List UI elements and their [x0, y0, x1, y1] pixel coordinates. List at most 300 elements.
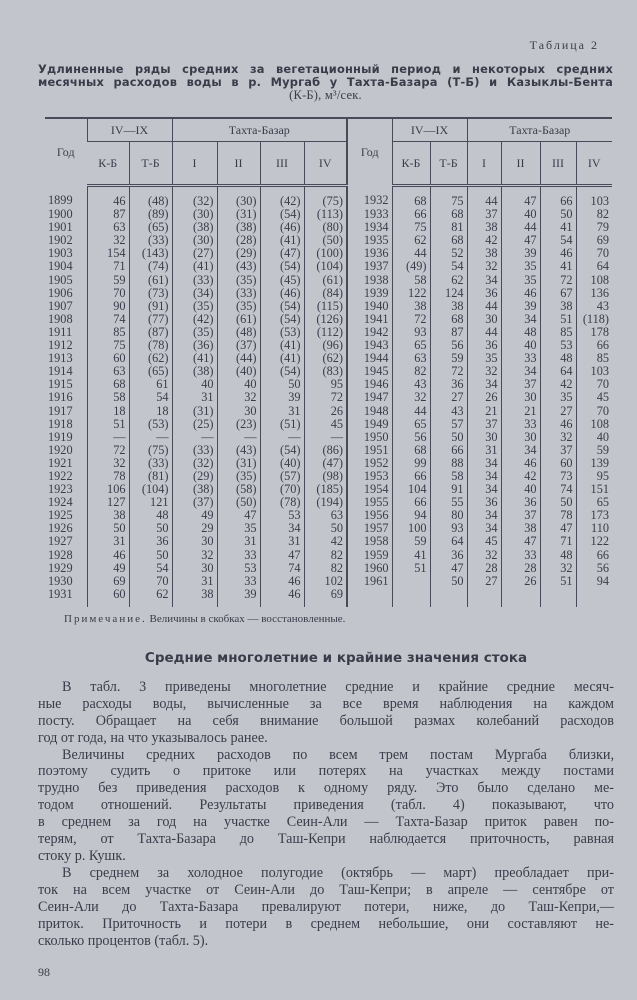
- header-kb: К-Б: [392, 142, 430, 186]
- header-year: Год: [45, 118, 87, 186]
- value-cell: (34): [172, 287, 217, 300]
- value-cell: 57: [430, 418, 467, 431]
- value-cell: (29): [217, 247, 260, 260]
- value-cell: 32: [172, 549, 217, 562]
- header-month-1: I: [172, 142, 217, 186]
- value-cell: 124: [430, 287, 467, 300]
- value-cell: 70: [576, 405, 612, 418]
- value-cell: 45: [576, 391, 612, 404]
- value-cell: 44: [392, 405, 430, 418]
- year-cell: 1913: [48, 352, 73, 366]
- value-cell: 122: [576, 535, 612, 548]
- value-cell: 47: [260, 549, 304, 562]
- value-cell: (38): [217, 221, 260, 234]
- value-cell: 50: [129, 522, 172, 535]
- paragraph-line: В среднем за холодное полугодие (октябрь — март) преобладает при-: [62, 864, 614, 881]
- value-cell: 46: [540, 247, 576, 260]
- value-cell: 99: [392, 457, 430, 470]
- value-cell: 39: [260, 391, 304, 404]
- value-cell: (61): [304, 274, 347, 287]
- value-cell: 66: [576, 549, 612, 562]
- value-cell: (62): [304, 352, 347, 365]
- value-cell: 31: [260, 405, 304, 418]
- table-row: [45, 509, 612, 522]
- year-cell: 1920: [48, 443, 73, 457]
- value-cell: 35: [467, 352, 501, 365]
- value-cell: (40): [217, 365, 260, 378]
- value-cell: 47: [217, 509, 260, 522]
- year-cell: 1926: [48, 522, 73, 536]
- value-cell: 58: [87, 391, 129, 404]
- value-cell: 103: [576, 186, 612, 209]
- year-cell: 1919: [48, 430, 73, 444]
- value-cell: (43): [217, 260, 260, 273]
- value-cell: —: [217, 431, 260, 444]
- value-cell: 18: [129, 405, 172, 418]
- value-cell: (73): [129, 287, 172, 300]
- year-cell: 1918: [48, 417, 73, 431]
- value-cell: 34: [260, 522, 304, 535]
- value-cell: (45): [260, 274, 304, 287]
- value-cell: 40: [576, 431, 612, 444]
- value-cell: (35): [217, 274, 260, 287]
- value-cell: (49): [392, 260, 430, 273]
- value-cell: (41): [260, 234, 304, 247]
- value-cell: 51: [540, 313, 576, 326]
- year-cell: 1903: [48, 247, 73, 261]
- value-cell: 38: [467, 247, 501, 260]
- value-cell: 59: [430, 352, 467, 365]
- paragraph-line: тодом отношений. Результаты приведения (табл. 4) показывают, что: [38, 797, 614, 814]
- value-cell: 32: [217, 391, 260, 404]
- value-cell: (54): [260, 260, 304, 273]
- paragraph-line: терям, от Тахта-Базара до Таш-Кепри наблюдается приточность, равная: [38, 831, 614, 848]
- value-cell: 42: [501, 470, 540, 483]
- value-cell: 82: [304, 549, 347, 562]
- year-cell: 1900: [48, 208, 73, 222]
- value-cell: 34: [467, 274, 501, 287]
- value-cell: (35): [172, 326, 217, 339]
- value-cell: 44: [467, 186, 501, 209]
- note-label: Примечание.: [64, 612, 147, 625]
- value-cell: 69: [576, 234, 612, 247]
- value-cell: 121: [129, 496, 172, 509]
- value-cell: 43: [430, 405, 467, 418]
- value-cell: 63: [392, 352, 430, 365]
- year-cell: 1939: [347, 287, 392, 300]
- table-label: Таблица 2: [529, 38, 599, 52]
- year-cell: 1959: [347, 549, 392, 562]
- table-row: [45, 234, 612, 247]
- value-cell: 44: [467, 300, 501, 313]
- value-cell: 43: [392, 378, 430, 391]
- value-cell: 38: [430, 300, 467, 313]
- table-row: [45, 483, 612, 496]
- header-month-2: II: [501, 142, 540, 186]
- value-cell: (83): [304, 365, 347, 378]
- value-cell: 48: [540, 352, 576, 365]
- value-cell: 35: [540, 391, 576, 404]
- value-cell: 21: [467, 405, 501, 418]
- value-cell: (30): [172, 208, 217, 221]
- value-cell: (33): [172, 274, 217, 287]
- value-cell: (54): [260, 365, 304, 378]
- value-cell: (54): [260, 444, 304, 457]
- value-cell: [467, 588, 501, 607]
- value-cell: 85: [540, 326, 576, 339]
- value-cell: 178: [576, 326, 612, 339]
- table-row: [45, 274, 612, 287]
- year-cell: 1940: [347, 300, 392, 313]
- value-cell: 47: [501, 535, 540, 548]
- note-text: Величины в скобках — восстановленные.: [146, 612, 346, 625]
- value-cell: 68: [430, 208, 467, 221]
- value-cell: —: [129, 431, 172, 444]
- value-cell: 46: [87, 186, 129, 209]
- value-cell: 31: [217, 535, 260, 548]
- value-cell: (91): [129, 300, 172, 313]
- value-cell: 33: [501, 352, 540, 365]
- value-cell: 95: [576, 470, 612, 483]
- value-cell: 51: [392, 562, 430, 575]
- year-cell: 1915: [48, 378, 73, 392]
- year-cell: 1912: [48, 339, 73, 353]
- value-cell: 66: [392, 208, 430, 221]
- value-cell: 108: [576, 274, 612, 287]
- value-cell: 31: [172, 391, 217, 404]
- value-cell: 90: [87, 300, 129, 313]
- table-title-line: (К-Б), м³/сек.: [289, 88, 362, 102]
- value-cell: 27: [540, 405, 576, 418]
- value-cell: 50: [430, 431, 467, 444]
- value-cell: (84): [304, 287, 347, 300]
- value-cell: (38): [172, 365, 217, 378]
- table-row: [45, 352, 612, 365]
- value-cell: (35): [172, 300, 217, 313]
- value-cell: 60: [87, 588, 129, 607]
- value-cell: 54: [129, 562, 172, 575]
- value-cell: 94: [576, 575, 612, 588]
- year-cell: 1946: [347, 378, 392, 391]
- table-title: [38, 63, 613, 102]
- value-cell: 53: [217, 562, 260, 575]
- value-cell: (74): [129, 260, 172, 273]
- value-cell: 70: [129, 575, 172, 588]
- paragraph-line: трудно без приведения расходов к одному ряду. Это было сделано ме-: [38, 780, 614, 797]
- header-month-4: IV: [576, 142, 612, 186]
- value-cell: 28: [501, 562, 540, 575]
- table-row: [45, 221, 612, 234]
- value-cell: (33): [129, 234, 172, 247]
- value-cell: 37: [467, 208, 501, 221]
- header-period: IV—IX: [87, 118, 172, 142]
- value-cell: 54: [129, 391, 172, 404]
- value-cell: 136: [576, 287, 612, 300]
- table-row: [45, 588, 612, 607]
- value-cell: 75: [392, 221, 430, 234]
- paragraph-line: стоку р. Кушк.: [38, 847, 126, 864]
- year-cell: 1923: [48, 483, 73, 497]
- value-cell: (53): [260, 326, 304, 339]
- value-cell: (32): [172, 186, 217, 209]
- value-cell: 44: [501, 221, 540, 234]
- value-cell: [576, 588, 612, 607]
- paragraph-line: ные расходы воды, вычисленные за все время наблюдения на каждом: [38, 695, 614, 712]
- value-cell: 60: [87, 352, 129, 365]
- value-cell: (25): [172, 418, 217, 431]
- value-cell: (35): [217, 300, 260, 313]
- value-cell: 33: [217, 575, 260, 588]
- year-cell: 1935: [347, 234, 392, 247]
- value-cell: 32: [467, 549, 501, 562]
- value-cell: 71: [540, 535, 576, 548]
- year-cell: 1905: [48, 273, 73, 287]
- year-cell: 1954: [347, 483, 392, 496]
- value-cell: 38: [467, 221, 501, 234]
- page-number: 98: [38, 965, 50, 980]
- paragraph-line: год от года, на что указывалось ранее.: [38, 729, 268, 746]
- table-row: [45, 208, 612, 221]
- year-cell: 1942: [347, 326, 392, 339]
- value-cell: (78): [129, 339, 172, 352]
- table-row: [45, 260, 612, 273]
- table-row: [45, 378, 612, 391]
- value-cell: 36: [467, 287, 501, 300]
- value-cell: 63: [304, 509, 347, 522]
- value-cell: 27: [430, 391, 467, 404]
- table-row: [45, 470, 612, 483]
- value-cell: (185): [304, 483, 347, 496]
- paragraph-line: Сеин-Али до Тахта-Базара превалируют потери, ниже, до Таш-Кепри,—: [38, 898, 614, 915]
- table-row: [45, 457, 612, 470]
- value-cell: (33): [217, 287, 260, 300]
- value-cell: (32): [172, 457, 217, 470]
- value-cell: (96): [304, 339, 347, 352]
- year-cell: 1952: [347, 457, 392, 470]
- table-title-line: месячных расходов воды в р. Мургаб у Тахта-Базара (Т-Б) и Казыклы-Бента: [38, 75, 613, 89]
- value-cell: (112): [304, 326, 347, 339]
- table-row: [45, 549, 612, 562]
- year-cell: 1937: [347, 260, 392, 273]
- value-cell: 26: [501, 575, 540, 588]
- value-cell: 69: [87, 575, 129, 588]
- value-cell: (81): [129, 470, 172, 483]
- value-cell: 32: [87, 234, 129, 247]
- value-cell: 65: [392, 339, 430, 352]
- value-cell: 64: [540, 365, 576, 378]
- paragraph-line: В табл. 3 приведены многолетние средние и крайние средние месяч-: [62, 678, 614, 695]
- value-cell: 74: [540, 483, 576, 496]
- year-cell: 1924: [48, 496, 73, 510]
- value-cell: 34: [501, 365, 540, 378]
- value-cell: (65): [129, 365, 172, 378]
- value-cell: 65: [576, 496, 612, 509]
- table-row: [45, 444, 612, 457]
- value-cell: (31): [217, 457, 260, 470]
- value-cell: 87: [430, 326, 467, 339]
- value-cell: 38: [392, 300, 430, 313]
- value-cell: 68: [430, 313, 467, 326]
- value-cell: 66: [540, 186, 576, 209]
- value-cell: 50: [540, 496, 576, 509]
- table-title-line: Удлиненные ряды средних за вегетационный период и некоторых средних: [38, 62, 613, 76]
- year-cell: 1908: [48, 312, 73, 326]
- value-cell: 50: [430, 575, 467, 588]
- value-cell: 93: [430, 522, 467, 535]
- value-cell: —: [172, 431, 217, 444]
- value-cell: 62: [129, 588, 172, 607]
- value-cell: 30: [217, 405, 260, 418]
- value-cell: 74: [87, 313, 129, 326]
- value-cell: 44: [467, 326, 501, 339]
- value-cell: 37: [467, 418, 501, 431]
- value-cell: (30): [172, 234, 217, 247]
- value-cell: 50: [129, 549, 172, 562]
- value-cell: 88: [430, 457, 467, 470]
- value-cell: 42: [540, 378, 576, 391]
- value-cell: 82: [576, 208, 612, 221]
- value-cell: 81: [430, 221, 467, 234]
- value-cell: (75): [304, 186, 347, 209]
- paragraph-line: в среднем за год на участке Сеин-Али — Тахта-Базар приток равен по-: [38, 814, 614, 831]
- value-cell: (61): [217, 313, 260, 326]
- value-cell: 58: [392, 274, 430, 287]
- value-cell: 54: [430, 260, 467, 273]
- value-cell: 93: [392, 326, 430, 339]
- value-cell: 39: [501, 300, 540, 313]
- value-cell: 50: [304, 522, 347, 535]
- value-cell: (23): [217, 418, 260, 431]
- value-cell: (40): [260, 457, 304, 470]
- value-cell: —: [87, 431, 129, 444]
- value-cell: 34: [467, 522, 501, 535]
- header-period: IV—IX: [392, 118, 467, 142]
- value-cell: 70: [87, 287, 129, 300]
- value-cell: 48: [129, 509, 172, 522]
- paragraph: [38, 747, 614, 865]
- year-cell: 1914: [48, 365, 73, 379]
- paragraph-line: ток на всем участке от Сеин-Али до Таш-Кепри; в апреле — сентябре от: [38, 881, 614, 898]
- year-cell: 1943: [347, 339, 392, 352]
- table-row: [45, 522, 612, 535]
- value-cell: (33): [129, 457, 172, 470]
- value-cell: —: [304, 431, 347, 444]
- year-cell: 1938: [347, 274, 392, 287]
- value-cell: 49: [87, 562, 129, 575]
- value-cell: [501, 588, 540, 607]
- value-cell: 139: [576, 457, 612, 470]
- value-cell: (77): [129, 313, 172, 326]
- value-cell: (42): [172, 313, 217, 326]
- value-cell: (41): [260, 352, 304, 365]
- value-cell: 31: [87, 535, 129, 548]
- paragraph-line: сколько процентов (табл. 5).: [38, 932, 209, 949]
- value-cell: (78): [260, 496, 304, 509]
- value-cell: 51: [540, 575, 576, 588]
- value-cell: 35: [501, 260, 540, 273]
- value-cell: 70: [576, 247, 612, 260]
- value-cell: 91: [430, 483, 467, 496]
- value-cell: (31): [172, 405, 217, 418]
- value-cell: 173: [576, 509, 612, 522]
- year-cell: 1950: [347, 431, 392, 444]
- value-cell: 78: [540, 509, 576, 522]
- table-row: [45, 535, 612, 548]
- header-tb: Т-Б: [129, 142, 172, 186]
- value-cell: 46: [501, 457, 540, 470]
- value-cell: (28): [217, 234, 260, 247]
- value-cell: 27: [467, 575, 501, 588]
- value-cell: 36: [501, 496, 540, 509]
- year-cell: 1928: [48, 548, 73, 562]
- year-cell: 1956: [347, 509, 392, 522]
- year-cell: 1948: [347, 405, 392, 418]
- year-cell: 1907: [48, 299, 73, 313]
- year-cell: 1929: [48, 561, 73, 575]
- value-cell: 61: [129, 378, 172, 391]
- value-cell: (54): [260, 208, 304, 221]
- value-cell: 59: [87, 274, 129, 287]
- paragraph: [38, 679, 614, 747]
- value-cell: 78: [87, 470, 129, 483]
- header-tb: Т-Б: [430, 142, 467, 186]
- value-cell: 59: [576, 444, 612, 457]
- year-cell: 1906: [48, 286, 73, 300]
- year-cell: 1936: [347, 247, 392, 260]
- value-cell: 26: [304, 405, 347, 418]
- value-cell: 73: [540, 470, 576, 483]
- value-cell: 72: [430, 365, 467, 378]
- value-cell: (87): [129, 326, 172, 339]
- value-cell: 62: [392, 234, 430, 247]
- table-row: [45, 575, 612, 588]
- value-cell: (98): [304, 470, 347, 483]
- value-cell: (35): [217, 470, 260, 483]
- value-cell: 38: [172, 588, 217, 607]
- value-cell: 46: [501, 287, 540, 300]
- table-row: [45, 391, 612, 404]
- value-cell: (53): [129, 418, 172, 431]
- value-cell: (89): [129, 208, 172, 221]
- value-cell: 65: [392, 418, 430, 431]
- value-cell: 95: [304, 378, 347, 391]
- value-cell: 18: [87, 405, 129, 418]
- value-cell: 100: [392, 522, 430, 535]
- table-row: [45, 287, 612, 300]
- value-cell: 55: [430, 496, 467, 509]
- value-cell: 63: [87, 365, 129, 378]
- value-cell: [430, 588, 467, 607]
- value-cell: 36: [467, 339, 501, 352]
- value-cell: 30: [501, 391, 540, 404]
- value-cell: (47): [304, 457, 347, 470]
- value-cell: 66: [392, 470, 430, 483]
- value-cell: 66: [576, 339, 612, 352]
- value-cell: (62): [129, 352, 172, 365]
- value-cell: —: [260, 431, 304, 444]
- value-cell: 40: [217, 378, 260, 391]
- value-cell: 70: [576, 378, 612, 391]
- value-cell: 71: [87, 260, 129, 273]
- value-cell: (30): [217, 186, 260, 209]
- year-cell: 1960: [347, 562, 392, 575]
- value-cell: (46): [260, 221, 304, 234]
- value-cell: [540, 588, 576, 607]
- value-cell: (47): [260, 247, 304, 260]
- value-cell: 68: [430, 234, 467, 247]
- value-cell: (48): [129, 186, 172, 209]
- table-row: [45, 405, 612, 418]
